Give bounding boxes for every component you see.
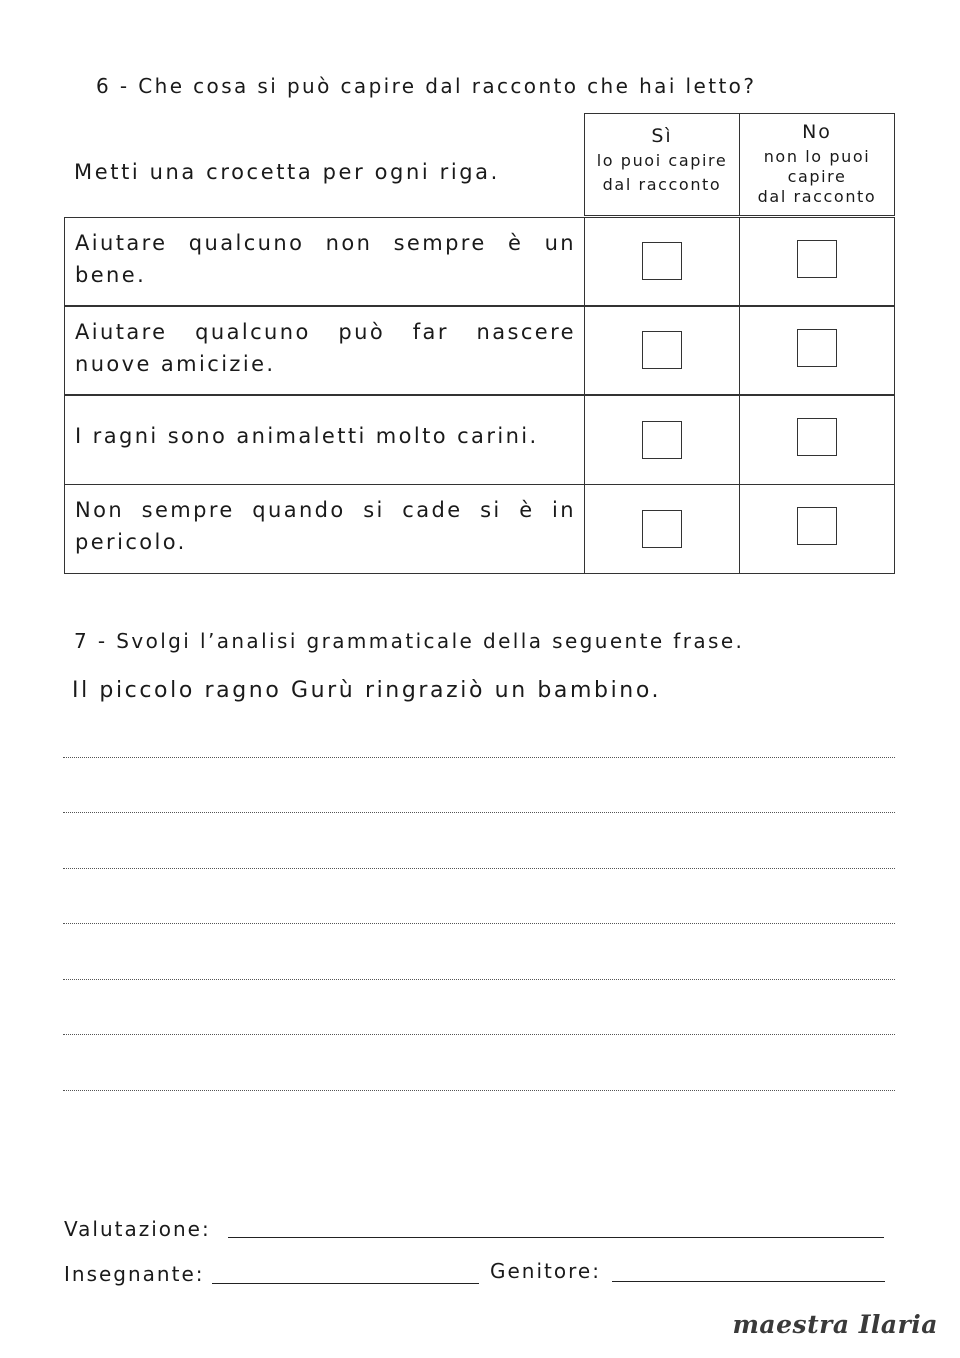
checkbox-yes-row-4[interactable] [642, 510, 682, 548]
statement-cell [64, 395, 585, 485]
answer-cell-no [739, 395, 895, 485]
statement-cell [64, 484, 585, 574]
writing-line[interactable] [63, 923, 895, 924]
yes-sublabel-1: lo puoi capire [596, 151, 728, 170]
checkbox-yes-row-1[interactable] [642, 242, 682, 280]
statement-text: Non sempre quando si cade si è in pericolo. [75, 498, 576, 554]
genitore-line[interactable] [612, 1281, 885, 1282]
no-sublabel-1: non lo puoi [763, 147, 871, 166]
statement-text: Aiutare qualcuno non sempre è un bene. [75, 231, 576, 287]
yes-label: Sì [651, 125, 673, 147]
checkbox-no-row-1[interactable] [797, 240, 837, 278]
writing-line[interactable] [63, 979, 895, 980]
question-6-instruction: Metti una crocetta per ogni riga. [74, 160, 500, 184]
answer-cell-no [739, 217, 895, 306]
writing-line[interactable] [63, 812, 895, 813]
answer-cell-yes [584, 217, 740, 306]
checkbox-no-row-3[interactable] [797, 418, 837, 456]
checkbox-yes-row-2[interactable] [642, 331, 682, 369]
answer-cell-yes [584, 306, 740, 395]
question-7-title: 7 - Svolgi l’analisi grammaticale della seguente frase. [74, 629, 745, 653]
statement-cell [64, 306, 585, 395]
checkbox-yes-row-3[interactable] [642, 421, 682, 459]
statement-text: Aiutare qualcuno può far nascere nuove amicizie. [75, 320, 576, 376]
answer-cell-no [739, 484, 895, 574]
column-header-no [739, 113, 895, 216]
writing-line[interactable] [63, 868, 895, 869]
statement-text: I ragni sono animaletti molto carini. [75, 424, 539, 448]
valutazione-line[interactable] [228, 1237, 884, 1238]
checkbox-no-row-4[interactable] [797, 507, 837, 545]
writing-line[interactable] [63, 1034, 895, 1035]
answer-cell-no [739, 306, 895, 395]
insegnante-label: Insegnante: [64, 1262, 205, 1286]
no-sublabel-2: capire [787, 167, 847, 186]
writing-line[interactable] [63, 757, 895, 758]
writing-line[interactable] [63, 1090, 895, 1091]
yes-sublabel-2: dal racconto [602, 175, 722, 194]
question-6-title: 6 - Che cosa si può capire dal racconto che hai letto? [96, 74, 757, 98]
statement-cell [64, 217, 585, 306]
no-label: No [802, 121, 832, 143]
genitore-label: Genitore: [490, 1259, 601, 1283]
analysis-sentence: Il piccolo ragno Gurù ringraziò un bambino. [72, 678, 662, 703]
valutazione-label: Valutazione: [64, 1217, 211, 1241]
answer-cell-yes [584, 395, 740, 485]
brand-logo: maestra Ilaria [732, 1310, 938, 1339]
no-sublabel-3: dal racconto [757, 187, 877, 206]
answer-cell-yes [584, 484, 740, 574]
checkbox-no-row-2[interactable] [797, 329, 837, 367]
column-header-yes [584, 113, 740, 216]
insegnante-line[interactable] [212, 1283, 479, 1284]
